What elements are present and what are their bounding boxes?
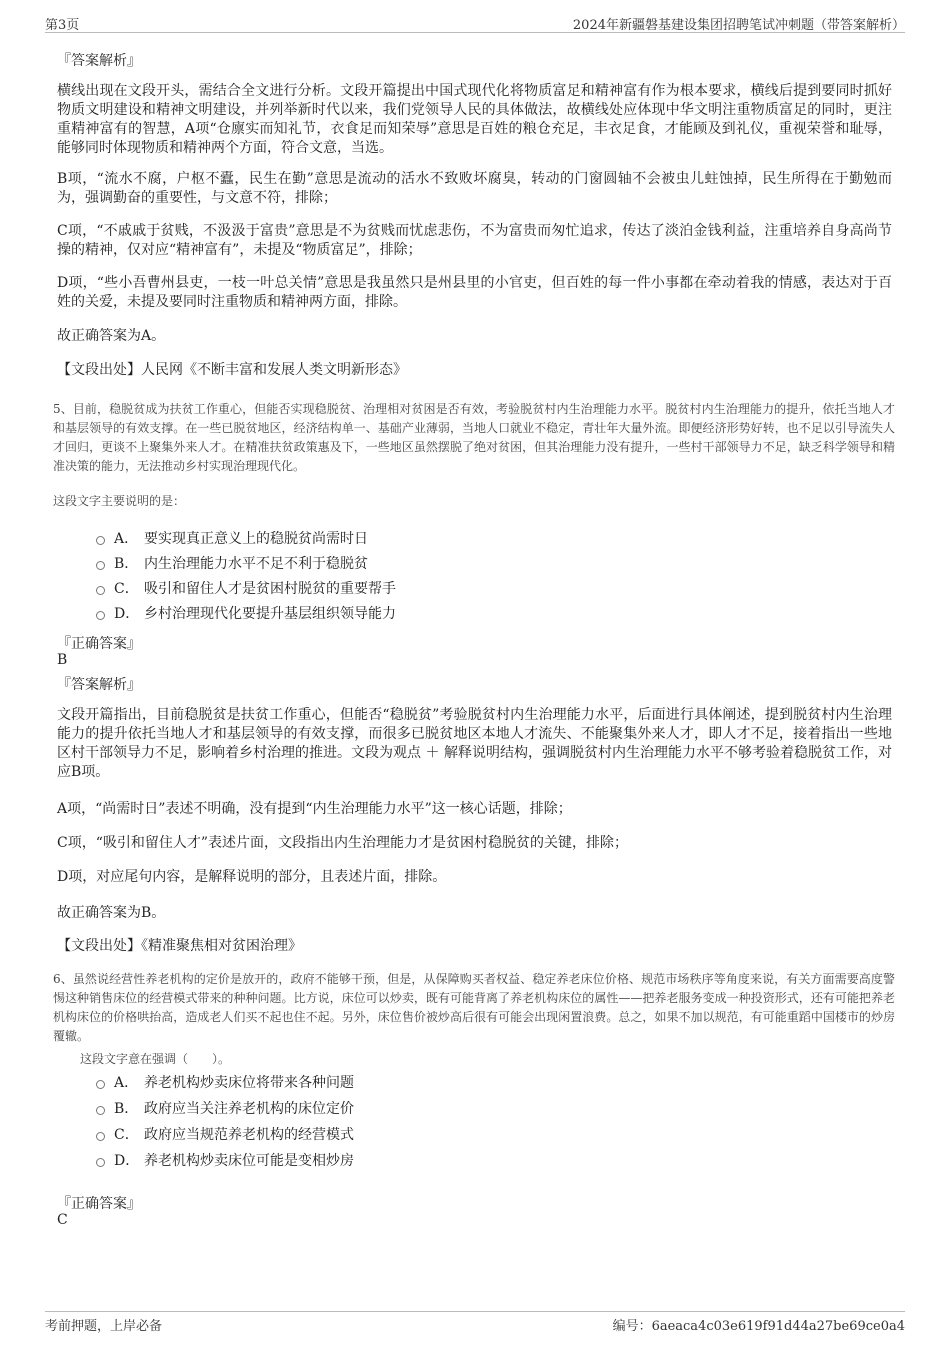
q4-analysis-p4: D项，“些小吾曹州县吏，一枝一叶总关情”意思是我虽然只是州县里的小官吏，但百姓的每一件小事都在牵动着我的情感，表达对于百姓的关爱，未提及要同时注重物质和精神两方面，排除。 [57, 275, 892, 310]
radio-icon[interactable] [96, 1080, 105, 1089]
document-id: 编号：6aeaca4c03e619f91d44a27be69ce0a4 [612, 1319, 905, 1334]
option-text: 政府应当关注养老机构的床位定价 [144, 1101, 354, 1117]
radio-icon[interactable] [96, 611, 105, 620]
footer-slogan: 考前押题，上岸必备 [45, 1319, 163, 1334]
q5-conclusion: 故正确答案为B。 [57, 905, 166, 921]
q5-correct-label: 『正确答案』 [57, 636, 141, 652]
option-text: 乡村治理现代化要提升基层组织领导能力 [144, 606, 396, 622]
option-key: C． [114, 1127, 139, 1143]
q5-prompt: 这段文字主要说明的是： [53, 494, 186, 508]
q5-analysis-label: 『答案解析』 [57, 677, 141, 693]
q5-analysis-p4: D项，对应尾句内容，是解释说明的部分，且表述片面，排除。 [57, 869, 447, 885]
q6-correct-label: 『正确答案』 [57, 1196, 141, 1212]
option-key: D． [114, 606, 140, 622]
option-key: B． [114, 1101, 139, 1117]
option-key: C． [114, 581, 139, 597]
q4-analysis-p3: C项，“不戚戚于贫贱，不汲汲于富贵”意思是不为贫贱而忧虑悲伤，不为富贵而匆忙追求，传达了淡泊金钱利益，注重培养自身高尚节操的精神，仅对应“精神富有”，未提及“物质富足”，排除； [57, 223, 892, 258]
option-key: B． [114, 556, 139, 572]
q5-analysis-p3: C项，“吸引和留住人才”表述片面，文段指出内生治理能力才是贫困村稳脱贫的关键，排除； [57, 835, 629, 851]
option-key: A． [114, 1075, 139, 1091]
radio-icon[interactable] [96, 1106, 105, 1115]
page-footer [45, 1311, 905, 1336]
q5-source: 【文段出处】《精准聚焦相对贫困治理》 [57, 938, 302, 954]
document-title: 2024年新疆磐基建设集团招聘笔试冲刺题（带答案解析） [572, 18, 905, 33]
q5-correct-answer: B [57, 652, 68, 668]
q6-prompt: 这段文字意在强调（ ）。 [80, 1052, 231, 1066]
q6-stem: 6、虽然说经营性养老机构的定价是放开的，政府不能够干预，但是，从保障购买者权益、稳定养老床位价格、规范市场秩序等角度来说，有关方面需要高度警惕这种销售床位的经营模式带来的种种问题。比方说，床位可以炒卖，既有可能背离了养老机构床位的属性——把养老服务变成一种投资形式，还有可能把养老机构床位的价格哄抬高，造成老人们买不起也住不起。另外，床位售价被炒高后很有可能会出现闲置浪费。总之，如果不加以规范，有可能重蹈中国楼市的炒房覆辙。 [53, 972, 895, 1043]
q4-analysis-p1: 横线出现在文段开头，需结合全文进行分析。文段开篇提出中国式现代化将物质富足和精神富有作为根本要求，横线后提到要同时抓好物质文明建设和精神文明建设，并列举新时代以来，我们党领导人民的具体做法，故横线处应体现中华文明注重物质富足的同时，更注重精神富有的智慧，A项“仓廪实而知礼节，衣食足而知荣辱”意思是百姓的粮仓充足，丰衣足食，才能顾及到礼仪，重视荣誉和耻辱，能够同时体现物质和精神两个方面，符合文意，当选。 [57, 83, 892, 156]
q4-source: 【文段出处】人民网《不断丰富和发展人类文明新形态》 [57, 362, 407, 378]
q5-analysis-p2: A项，“尚需时日”表述不明确，没有提到“内生治理能力水平”这一核心话题，排除； [57, 801, 572, 817]
option-text: 内生治理能力水平不足不利于稳脱贫 [144, 556, 368, 572]
q6-option-c[interactable] [96, 1124, 354, 1144]
q5-option-d[interactable] [96, 603, 396, 623]
radio-icon[interactable] [96, 1132, 105, 1141]
option-text: 养老机构炒卖床位可能是变相炒房 [144, 1153, 354, 1169]
radio-icon[interactable] [96, 586, 105, 595]
option-text: 政府应当规范养老机构的经营模式 [144, 1127, 354, 1143]
q6-option-b[interactable] [96, 1098, 354, 1118]
radio-icon[interactable] [96, 536, 105, 545]
option-key: A． [114, 531, 139, 547]
q6-option-d[interactable] [96, 1150, 354, 1170]
q4-analysis-p2: B项，“流水不腐，户枢不蠹，民生在勤”意思是流动的活水不致败坏腐臭，转动的门窗圆轴不会被虫儿蛀蚀掉，民生所得在于勤勉而为，强调勤奋的重要性，与文意不符，排除； [57, 171, 892, 206]
q5-option-b[interactable] [96, 553, 368, 573]
q5-analysis-p1: 文段开篇指出，目前稳脱贫是扶贫工作重心，但能否“稳脱贫”考验脱贫村内生治理能力水平，后面进行具体阐述，提到脱贫村内生治理能力的提升依托当地人才和基层领导的有效支撑，而很多已脱贫地区本地人才流失、不能聚集外来人才，即人才不足，接着指出一些地区村干部领导力不足，影响着乡村治理的推进。文段为观点 ＋ 解释说明结构，强调脱贫村内生治理能力水平不够考验着稳脱贫工作，对应B项。 [57, 707, 892, 780]
option-key: D． [114, 1153, 140, 1169]
page-header [45, 12, 905, 33]
page-number: 第3页 [45, 18, 80, 33]
option-text: 要实现真正意义上的稳脱贫尚需时日 [144, 531, 368, 547]
q6-option-a[interactable] [96, 1072, 354, 1092]
q5-option-c[interactable] [96, 578, 396, 598]
radio-icon[interactable] [96, 561, 105, 570]
option-text: 养老机构炒卖床位将带来各种问题 [144, 1075, 354, 1091]
q4-conclusion: 故正确答案为A。 [57, 328, 166, 344]
option-text: 吸引和留住人才是贫困村脱贫的重要帮手 [144, 581, 396, 597]
q6-correct-answer: C [57, 1212, 68, 1228]
radio-icon[interactable] [96, 1158, 105, 1167]
q5-stem: 5、目前，稳脱贫成为扶贫工作重心，但能否实现稳脱贫、治理相对贫困是否有效，考验脱贫村内生治理能力水平。脱贫村内生治理能力的提升，依托当地人才和基层领导的有效支撑。在一些已脱贫地区，经济结构单一、基础产业薄弱，当地人口就业不稳定，青壮年大量外流。即便经济形势好转，也不足以引导流失人才回归，更谈不上聚集外来人才。在精准扶贫政策惠及下，一些地区虽然摆脱了绝对贫困，但其治理能力没有提升，一些村干部领导力不足，缺乏科学领导和精准决策的能力，无法推动乡村实现治理现代化。 [53, 402, 895, 473]
q5-option-a[interactable] [96, 528, 368, 548]
q4-analysis-label: 『答案解析』 [57, 53, 141, 69]
